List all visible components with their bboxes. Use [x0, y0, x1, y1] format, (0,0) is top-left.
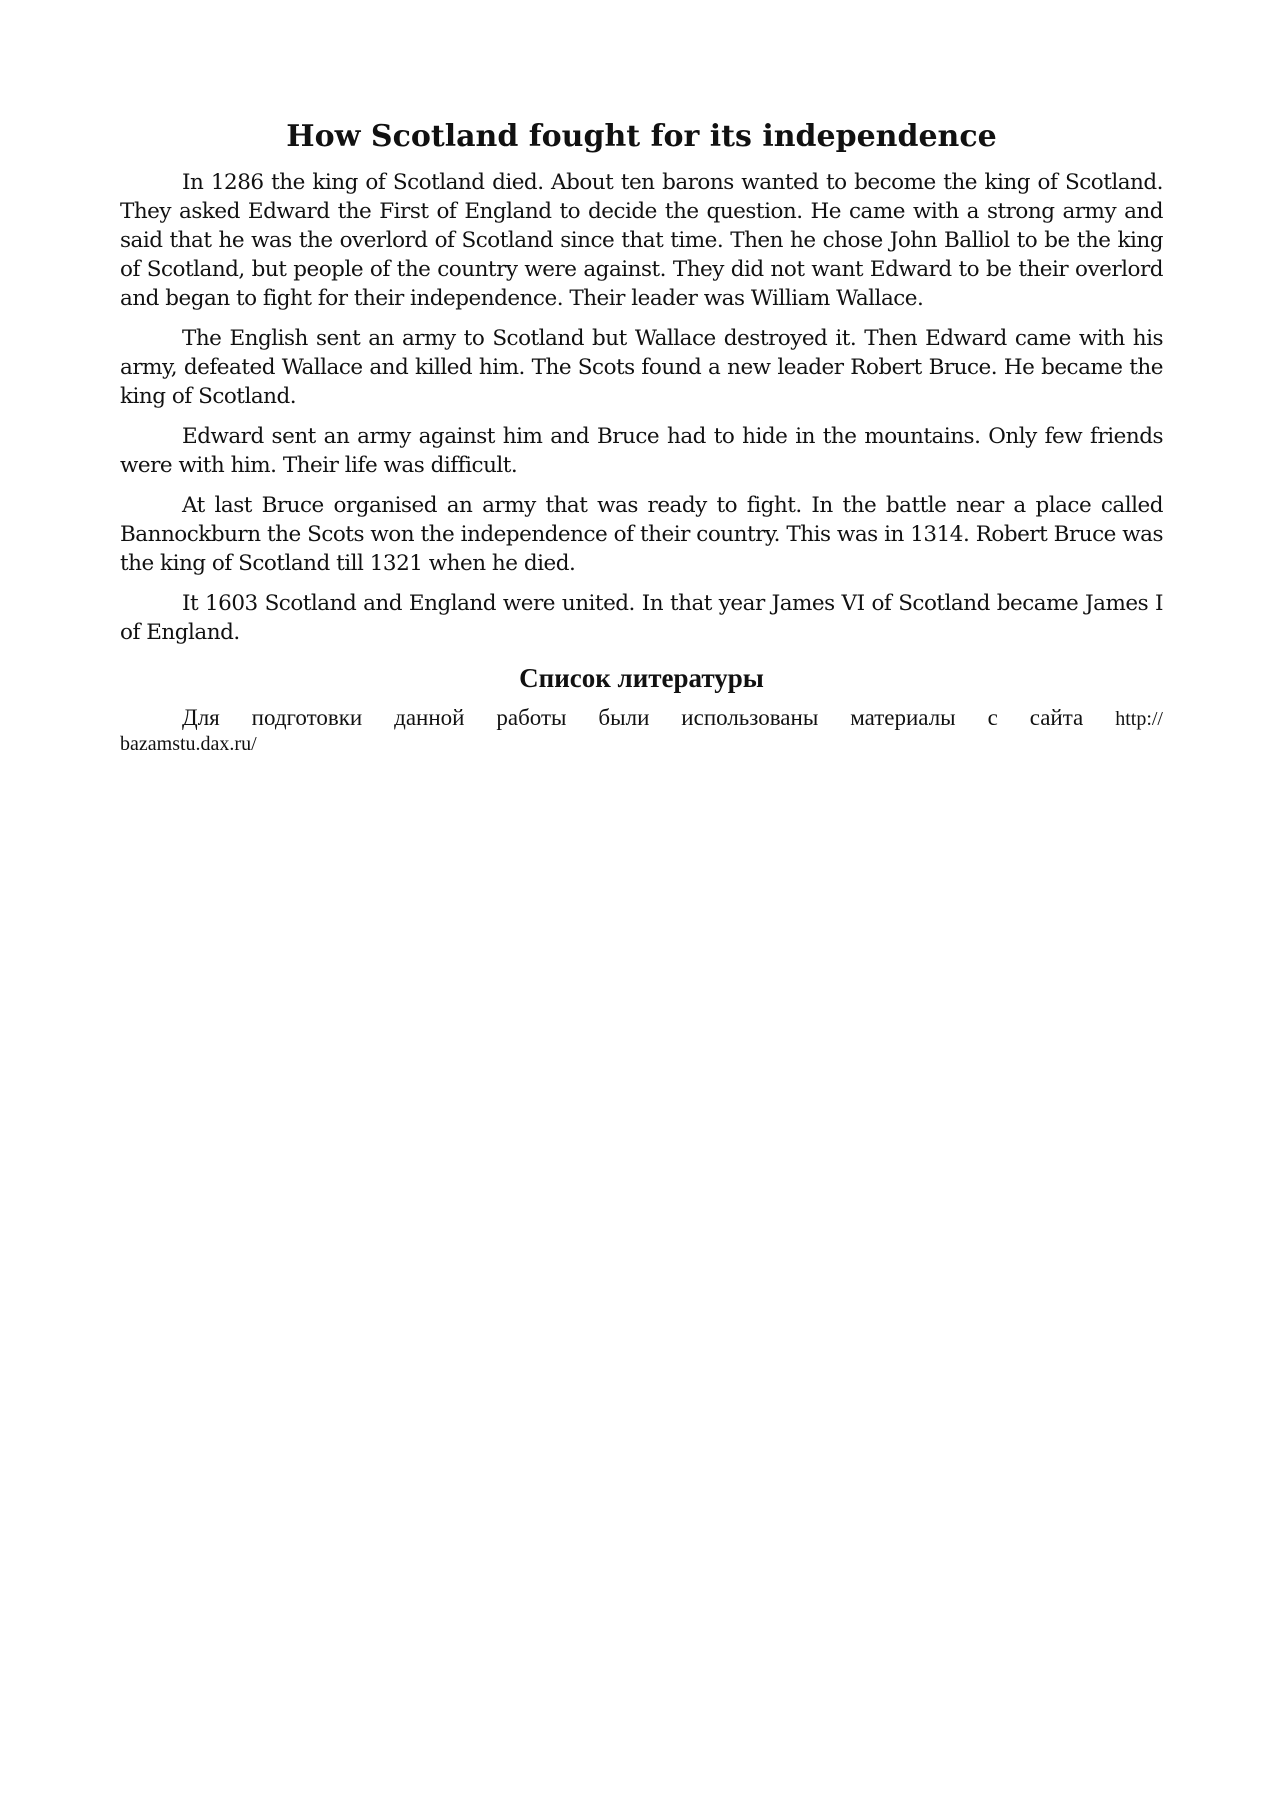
bibliography-url: http:// bazamstu.dax.ru/: [120, 707, 1163, 755]
paragraph: The English sent an army to Scotland but Wallace destroyed it. Then Edward came with his army, defeated Wallace and killed him. The Scots found a new leader Robert Bruce. He became the king of Scotland.: [120, 325, 1163, 409]
bibliography-heading: Список литературы: [519, 662, 764, 693]
bibliography-text: Для подготовки данной работы были использованы материалы с сайта: [182, 704, 1084, 730]
paragraph: In 1286 the king of Scotland died. About ten barons wanted to become the king of Scotland. They asked Edward the First of England to decide the question. He came with a strong army and said that he was the overlord of Scotland since that time. Then he chose John Balliol to be the king of Scotland, but people of the country were against. They did not want Edward to be their overlord and began to fight for their independence. Their leader was William Wallace.: [120, 169, 1163, 311]
paragraph: Edward sent an army against him and Bruce had to hide in the mountains. Only few friends were with him. Their life was difficult.: [120, 423, 1163, 478]
bibliography-entry: [120, 706, 1163, 756]
paragraph: At last Bruce organised an army that was ready to fight. In the battle near a place called Bannockburn the Scots won the independence of their country. This was in 1314. Robert Bruce was the king of Scotland till 1321 when he died.: [120, 492, 1163, 576]
paragraph: It 1603 Scotland and England were united. In that year James VI of Scotland became James I of England.: [120, 590, 1163, 645]
document-title: How Scotland fought for its independence: [286, 119, 997, 154]
document-page: [120, 118, 1163, 756]
